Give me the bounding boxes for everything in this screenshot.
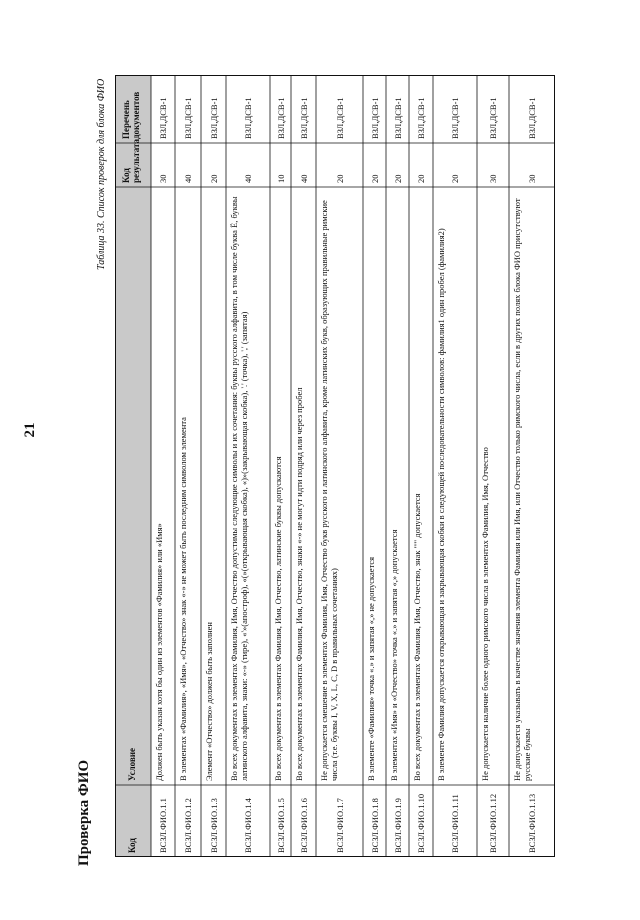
row-docs: ВЗЛ,ДСВ-1 [208,97,219,139]
row-result: 10 [275,174,286,183]
row-docs: ВЗЛ,ДСВ-1 [527,97,537,139]
row-condition: Во всех документах в элементах Фамилия, Имя, Отчество, знак "'" допускается [412,493,422,781]
header-code: Код [127,838,137,853]
row-result: 40 [243,174,253,183]
row-docs: ВЗЛ,ДСВ-1 [369,97,380,139]
row-docs: ВЗЛ,ДСВ-1 [334,97,345,139]
row-docs: ВЗЛ,ДСВ-1 [275,97,286,139]
row-condition: Не допускается указывать в качестве значения элемента Фамилия или Имя, или Отчество только римского числа, если в других полях блока ФИО присутствуют русские буквы [512,198,532,781]
row-docs: ВЗЛ,ДСВ-1 [488,97,498,139]
row-condition: В элементах «Фамилия», «Имя», «Отчество» знак «-» не может быть последним символом элемента [178,417,188,781]
row-docs: ВЗЛ,ДСВ-1 [450,97,460,139]
row-condition: Не допускается смешение в элементах Фамилия, Имя, Отчество букв русского и латинского алфавита, кроме латинских букв, образующих правильные римские числа (т.е. буквы I, V, X, L, C, D в правильных сочетаниях) [319,200,339,781]
row-condition: Элемент «Отчество» должен быть заполнен [204,622,214,781]
row-result: 20 [334,174,345,183]
row-condition: Должен быть указан хотя бы один из элементов «Фамилия» или «Имя» [154,523,164,781]
row-result: 30 [527,174,537,183]
row-result: 30 [488,174,498,183]
row-result: 20 [450,174,460,183]
row-condition: В элементе «Фамилия» точка «.» и запятая «,» не допускается [366,556,376,781]
header-condition: Условие [127,748,137,781]
row-code: ВСЗЛ.ФИО.1.5 [275,798,286,853]
checks-table [115,75,555,857]
row-condition: В элементах «Имя» и «Отчество» точка «.» и запятая «,» допускается [389,529,399,781]
row-result: 20 [208,174,219,183]
header-band [115,75,151,857]
row-code: ВСЗЛ.ФИО.1.9 [392,798,403,853]
row-result: 40 [298,174,309,183]
row-code: ВСЗЛ.ФИО.1.2 [183,798,193,853]
row-condition: Не допускается наличие более одного римского числа в элементах Фамилия, Имя, Отчество [480,447,490,781]
row-code: ВСЗЛ.ФИО.1.10 [416,793,426,853]
row-docs: ВЗЛ,ДСВ-1 [392,97,403,139]
row-code: ВСЗЛ.ФИО.1.8 [369,798,380,853]
row-condition: Во всех документах в элементах Фамилия, Имя, Отчество допустимы следующие символы и их сочетания: буквы русского алфавита, в том числе буква Ё, буквы латинского алфавита, знаки: «-» (тире), «'»(апостроф), «(»(открывающая скобка), «)»(закрывающая скобка), '.' (точка), ',' (запятая) [229,196,249,781]
page-number: 21 [22,422,38,438]
table-caption: Таблица 33. Список проверок для блока ФИО [96,78,107,270]
row-code: ВСЗЛ.ФИО.1.1 [158,798,168,853]
row-code: ВСЗЛ.ФИО.1.4 [243,798,253,853]
row-docs: ВЗЛ,ДСВ-1 [298,97,309,139]
row-result: 30 [158,174,168,183]
row-docs: ВЗЛ,ДСВ-1 [416,97,426,139]
row-code: ВСЗЛ.ФИО.1.3 [208,798,219,853]
row-result: 20 [369,174,380,183]
row-code: ВСЗЛ.ФИО.1.12 [488,793,498,853]
row-code: ВСЗЛ.ФИО.1.7 [334,798,345,853]
row-code: ВСЗЛ.ФИО.1.6 [298,798,309,853]
row-code: ВСЗЛ.ФИО.1.13 [527,793,537,853]
row-result: 20 [392,174,403,183]
row-code: ВСЗЛ.ФИО.1.11 [450,794,460,853]
row-docs: ВЗЛ,ДСВ-1 [183,97,193,139]
section-heading: Проверка ФИО [76,759,92,866]
row-condition: В элементе Фамилия допускается открывающая и закрывающая скобки в следующей последовательности символов: фамилия1 один пробел (фамилия2) [436,228,446,781]
row-result: 40 [183,174,193,183]
row-docs: ВЗЛ,ДСВ-1 [243,97,253,139]
row-docs: ВЗЛ,ДСВ-1 [158,97,168,139]
header-result-code: Код результата [121,139,141,183]
row-condition: Во всех документах в элементах Фамилия, Имя, Отчество, знаки «-» не могут идти подряд или через пробел [294,387,304,781]
row-result: 20 [416,174,426,183]
row-condition: Во всех документах в элементах Фамилия, Имя, Отчество, латинские буквы допускаются [273,456,283,781]
header-docs: Перечень документов [121,91,141,139]
